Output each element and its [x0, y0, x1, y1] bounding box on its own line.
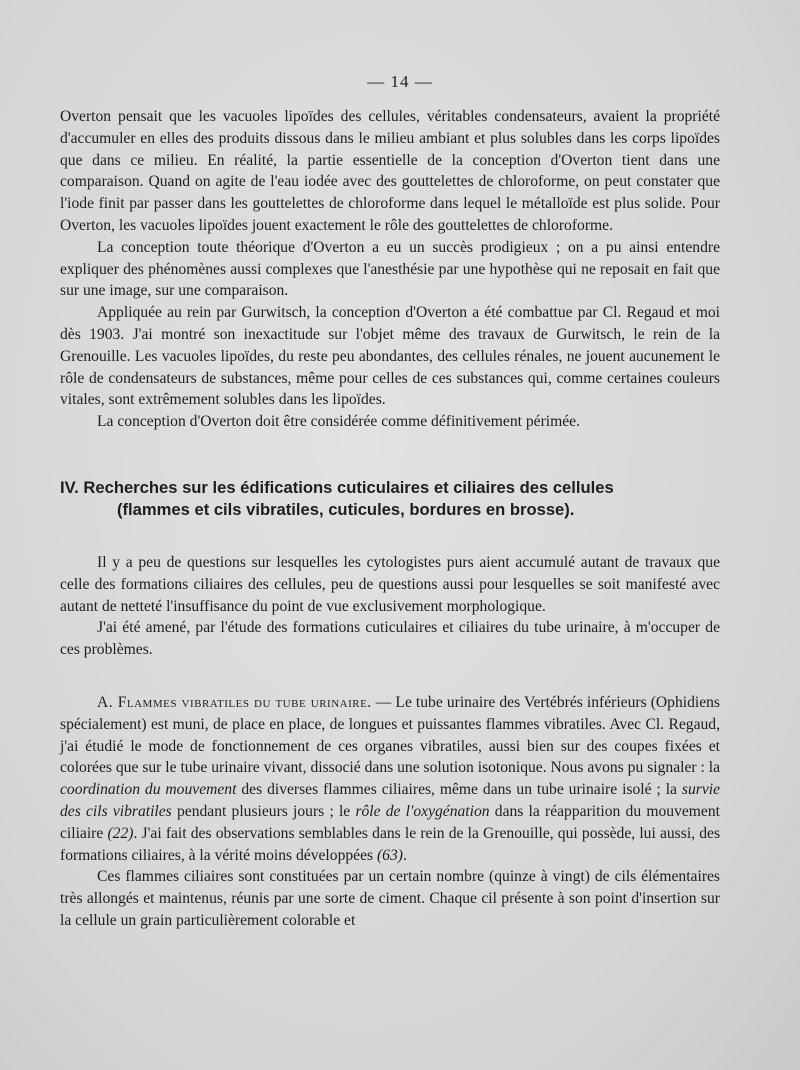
italic-term: rôle de l'oxygénation: [355, 802, 490, 820]
text-segment: des diverses flammes ciliaires, même dans un tube urinaire isolé ; la: [236, 781, 682, 799]
paragraph-flammes-structure: Ces flammes ciliaires sont constituées par un certain nombre (quinze à vingt) de cils élémentaires très allongés et maintenus, réunis par une sorte de ciment. Chaque cil présente à son point d'insertion sur la cellule un grain particulièrement colorable et: [60, 868, 720, 929]
text-segment: .: [402, 846, 407, 864]
paragraph-conclusion: La conception d'Overton doit être considérée comme définitivement périmée.: [97, 413, 580, 431]
text-segment: dans la réapparition du mouvement ciliaire: [60, 802, 720, 842]
italic-term: coordination du mouvement: [60, 781, 237, 799]
paragraph-flammes-vibratiles: [60, 692, 720, 866]
reference-number: (63): [376, 846, 403, 864]
paragraph-gurwitsch: Appliquée au rein par Gurwitsch, la conception d'Overton a été combattue par Cl. Regaud et moi dès 1903. J'ai montré son inexactitude sur l'objet même des travaux de Gurwitsch, le rein de la Grenouille. Les vacuoles lipoïdes, du reste peu abondantes, des cellules rénales, ne jouent aucunement le rôle de condensateurs de substances, même pour celles de ces substances qui, comme certaines couleurs vitales, sont extrêmement solubles dans les lipoïdes.: [60, 304, 720, 409]
section-heading-line1: IV. Recherches sur les édifications cuticulaires et ciliaires des cellules: [60, 477, 614, 497]
paragraph-overton-theory: Overton pensait que les vacuoles lipoïdes des cellules, véritables condensateurs, avaient la propriété d'accumuler en elles des produits dissous dans le milieu ambiant et plus solubles dans les corps lipoïdes que dans ce milieu. En réalité, la partie essentielle de la conception d'Overton tient dans une comparaison. Quand on agite de l'eau iodée avec des gouttelettes de chloroforme, on peut constater que l'iode finit par passer dans les gouttelettes de chloroforme dans lequel le métalloïde est plus solide. Pour Overton, les vacuoles lipoïdes jouent exactement le rôle des gouttelettes de chloroforme.: [60, 108, 720, 234]
paragraph-overton-success: La conception toute théorique d'Overton a eu un succès prodigieux ; on a pu ainsi entendre expliquer des phénomènes aussi complexes que l'anesthésie par une hypothèse qui ne reposait en fait que sur une image, sur une comparaison.: [60, 238, 720, 300]
subsection-title: A. Flammes vibratiles du tube urinaire.: [97, 693, 372, 711]
reference-number: (22): [107, 824, 134, 842]
text-segment: — Le tube urinaire des Vertébrés inférieurs (Ophidiens spécialement) est muni, de place en place, de longues et puissantes flammes vibratiles. Avec Cl. Regaud, j'ai étudié le mode de fonctionnement de ces organes vibratiles, aussi bien sur des coupes fixées et colorées que sur le tube urinaire vivant, dissocié dans une solution isotonique. Nous avons pu signaler : la: [60, 693, 720, 777]
italic-term: survie des cils vibratiles: [60, 781, 720, 820]
section-heading: [60, 477, 720, 521]
page-number: — 14 —: [367, 72, 433, 91]
page-body: [60, 106, 720, 932]
paragraph-cytologists: Il y a peu de questions sur lesquelles les cytologistes purs aient accumulé autant de travaux que celle des formations ciliaires des cellules, peu de questions aussi pour lesquelles se soit manifesté avec autant de netteté l'insuffisance du point de vue exclusivement morphologique.: [60, 553, 720, 615]
section-heading-line2: (flammes et cils vibratiles, cuticules, bordures en brosse).: [117, 499, 575, 519]
paragraph-problems: J'ai été amené, par l'étude des formations cuticulaires et ciliaires du tube urinaire, à m'occuper de ces problèmes.: [60, 619, 720, 659]
text-segment: pendant plusieurs jours ; le: [171, 802, 356, 820]
text-segment: . J'ai fait des observations semblables dans le rein de la Grenouille, qui possède, lui aussi, des formations ciliaires, à la vérité moins développées: [60, 824, 721, 864]
